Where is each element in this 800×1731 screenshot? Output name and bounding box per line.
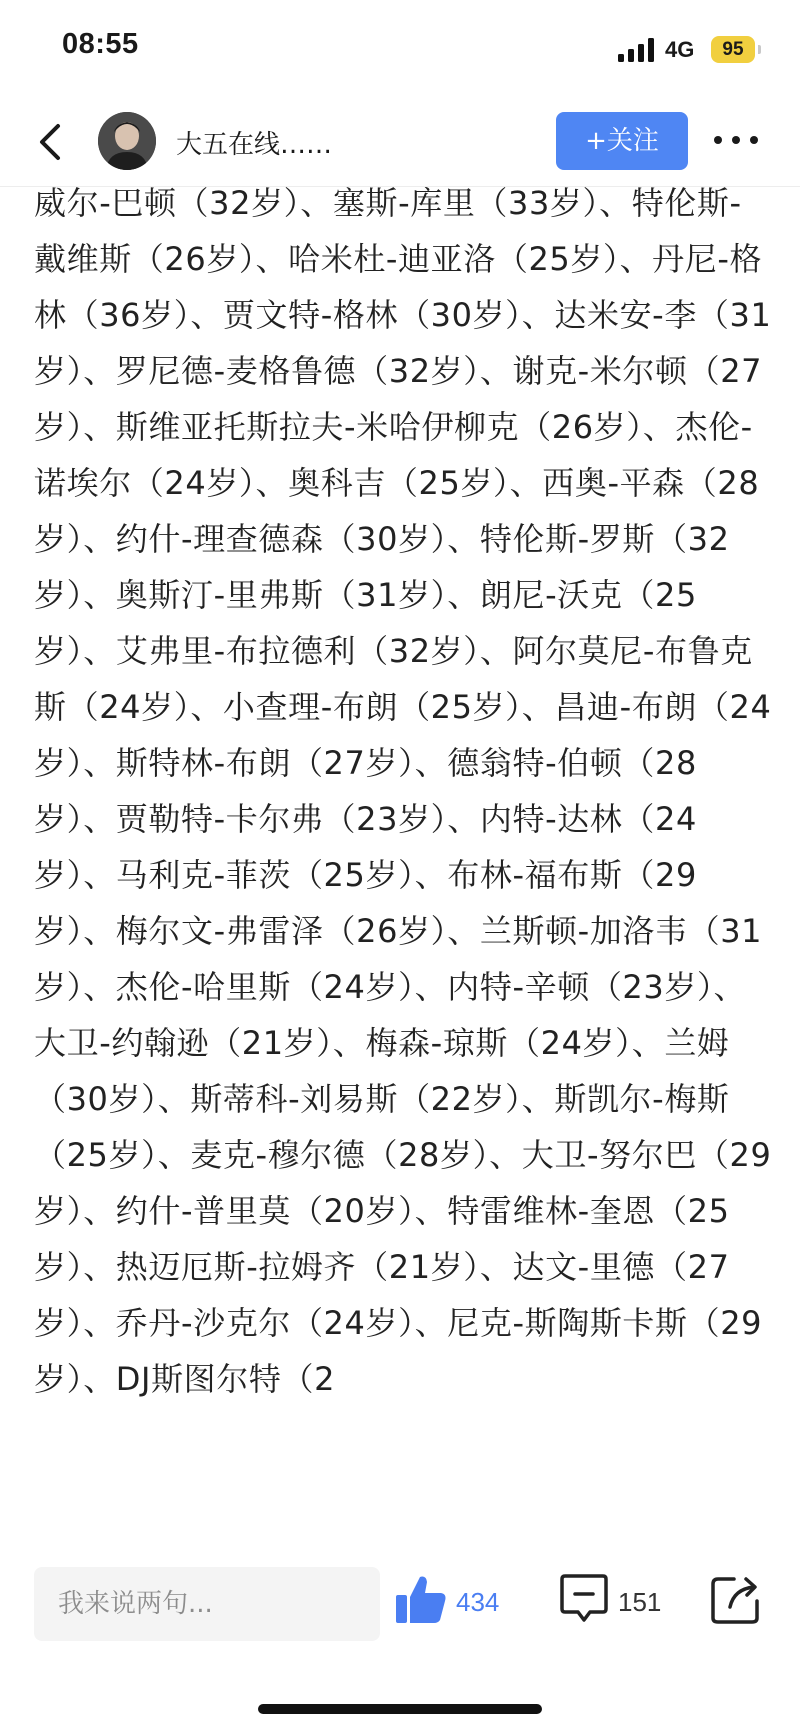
comment-button[interactable]: [558, 1567, 678, 1641]
article-text: 威尔-巴顿（32岁）、塞斯-库里（33岁）、特伦斯-戴维斯（26岁）、哈米杜-迪亚洛（25岁）、丹尼-格林（36岁）、贾文特-格林（30岁）、达米安-李（31岁）、罗尼德-麦格鲁德（32岁）、谢克-米尔顿（27岁）、斯维亚托斯拉夫-米哈伊柳克（26岁）、杰伦-诺埃尔（24岁）、奥科吉（25岁）、西奥-平森（28岁）、约什-理查德森（30岁）、特伦斯-罗斯（32岁）、奥斯汀-里弗斯（31岁）、朗尼-沃克（25岁）、艾弗里-布拉德利（32岁）、阿尔莫尼-布鲁克斯（24岁）、小查理-布朗（25岁）、昌迪-布朗（24岁）、斯特林-布朗（27岁）、德翁特-伯顿（28岁）、贾勒特-卡尔弗（23岁）、内特-达林（24岁）、马利克-菲茨（25岁）、布林-福布斯（29岁）、梅尔文-弗雷泽（26岁）、兰斯顿-加洛韦（31岁）、杰伦-哈里斯（24岁）、内特-辛顿（23岁）、大卫-约翰逊（21岁）、梅森-琼斯（24岁）、兰姆（30岁）、斯蒂科-刘易斯（22岁）、斯凯尔-梅斯（25岁）、麦克-穆尔德（28岁）、大卫-努尔巴（29岁）、约什-普里莫（20岁）、特雷维林-奎恩（25岁）、热迈厄斯-拉姆齐（21岁）、达文-里德（27岁）、乔丹-沙克尔（24岁）、尼克-斯陶斯卡斯（29岁）、DJ斯图尔特（2: [34, 187, 772, 1398]
author-name[interactable]: 大五在线……: [176, 130, 333, 160]
share-icon[interactable]: [708, 1571, 764, 1627]
comment-bubble-icon: [558, 1573, 610, 1627]
home-indicator: [258, 1704, 542, 1714]
status-time: 08:55: [62, 28, 139, 60]
avatar-image: [98, 112, 156, 170]
like-count: 434: [456, 1587, 500, 1617]
signal-icon: [618, 38, 654, 62]
follow-button[interactable]: +关注: [556, 112, 688, 170]
article-body: [0, 187, 800, 1539]
bottom-action-bar: [0, 1539, 800, 1731]
article-header: [0, 100, 800, 187]
comment-input[interactable]: [34, 1567, 380, 1641]
battery-level: 95: [722, 39, 744, 60]
network-label: 4G: [665, 37, 695, 62]
battery-indicator: [711, 36, 755, 63]
like-button[interactable]: [394, 1567, 514, 1641]
thumbs-up-icon: [394, 1573, 448, 1627]
comment-count: 151: [618, 1587, 662, 1617]
battery-tip: [758, 45, 761, 54]
more-dots-icon[interactable]: [712, 130, 760, 150]
status-bar: [0, 0, 800, 100]
avatar[interactable]: [98, 112, 156, 170]
chevron-left-icon[interactable]: [30, 118, 70, 166]
